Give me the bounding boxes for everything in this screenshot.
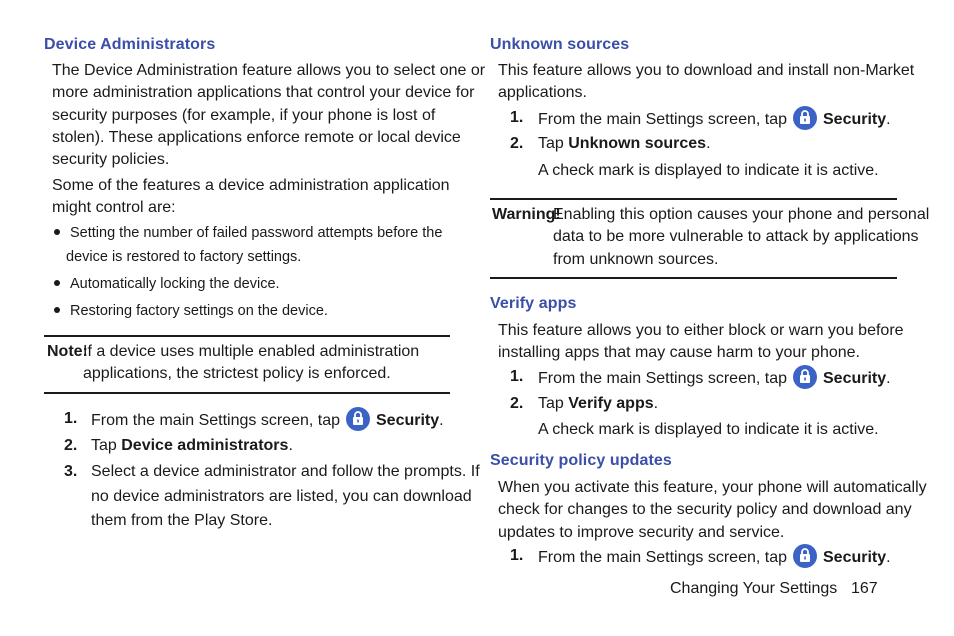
warning-text bbox=[553, 204, 929, 271]
features-line: might control are: bbox=[52, 199, 176, 217]
note-label: Note: bbox=[47, 343, 88, 360]
heading-unknown-sources: Unknown sources bbox=[490, 36, 630, 53]
step-number: 1. bbox=[64, 410, 78, 427]
heading-security-policy-updates: Security policy updates bbox=[490, 452, 672, 469]
page-number: 167 bbox=[851, 580, 878, 597]
intro-line: installing apps that may cause harm to your phone. bbox=[498, 344, 860, 362]
footer-section-title: Changing Your Settings bbox=[670, 580, 838, 597]
punct: . bbox=[439, 412, 444, 429]
intro-line: This feature allows you to download and install non-Market bbox=[498, 62, 915, 79]
heading-verify-apps: Verify apps bbox=[490, 295, 577, 312]
intro-line: When you activate this feature, your phone will automatically bbox=[498, 479, 927, 496]
punct: . bbox=[288, 437, 293, 454]
step-result: A check mark is displayed to indicate it is active. bbox=[538, 421, 879, 438]
features-line: Some of the features a device administration application bbox=[52, 177, 450, 194]
warning-line: from unknown sources. bbox=[553, 250, 719, 268]
intro-line: check for changes to the security policy and download any bbox=[498, 501, 912, 519]
bullet-item-continuation: device is restored to factory settings. bbox=[66, 249, 302, 265]
lock-icon bbox=[793, 365, 817, 389]
note-rule-top bbox=[44, 335, 450, 337]
security-label: Security bbox=[823, 549, 887, 566]
step-result: A check mark is displayed to indicate it is active. bbox=[538, 162, 879, 179]
punct: . bbox=[886, 549, 891, 566]
step-number: 2. bbox=[510, 135, 524, 152]
step-text: From the main Settings screen, tap bbox=[538, 549, 787, 566]
step-text: Tap bbox=[538, 395, 564, 412]
lock-icon bbox=[346, 407, 370, 431]
unknown-sources-label: Unknown sources bbox=[568, 135, 707, 152]
intro-line: security purposes (for example, if your phone is lost of bbox=[52, 106, 436, 124]
step-2 bbox=[538, 132, 711, 157]
note-line: If a device uses multiple enabled administration bbox=[83, 343, 420, 360]
step-1 bbox=[538, 544, 891, 571]
bullet-item: Setting the number of failed password attempts before the bbox=[70, 225, 443, 241]
step-2 bbox=[91, 434, 293, 459]
security-label: Security bbox=[376, 412, 440, 429]
device-administrators-label: Device administrators bbox=[121, 437, 289, 454]
step-number: 1. bbox=[510, 547, 524, 564]
step-text: Tap bbox=[538, 135, 564, 152]
unknown-sources-intro bbox=[498, 60, 914, 105]
heading-device-administrators: Device Administrators bbox=[44, 36, 216, 53]
step-1 bbox=[538, 365, 891, 392]
punct: . bbox=[886, 111, 891, 128]
step-line: Select a device administrator and follow the prompts. If bbox=[91, 463, 480, 480]
step-number: 2. bbox=[510, 395, 524, 412]
step-3 bbox=[91, 460, 480, 534]
verify-apps-label: Verify apps bbox=[568, 395, 654, 412]
device-admin-intro bbox=[52, 60, 485, 171]
punct: . bbox=[706, 135, 711, 152]
step-number: 2. bbox=[64, 437, 78, 454]
device-admin-features-intro bbox=[52, 175, 450, 220]
lock-icon bbox=[793, 106, 817, 130]
intro-line: This feature allows you to either block or warn you before bbox=[498, 322, 904, 339]
note-rule-bottom bbox=[44, 392, 450, 394]
step-line: them from the Play Store. bbox=[91, 512, 273, 529]
step-number: 1. bbox=[510, 109, 524, 126]
verify-apps-intro bbox=[498, 320, 904, 365]
step-number: 1. bbox=[510, 368, 524, 385]
warning-rule-bottom bbox=[490, 277, 897, 279]
bullet-item: Restoring factory settings on the device. bbox=[70, 303, 328, 319]
step-1 bbox=[91, 407, 444, 434]
step-number: 3. bbox=[64, 463, 78, 480]
bullet-item: Automatically locking the device. bbox=[70, 276, 280, 292]
punct: . bbox=[886, 370, 891, 387]
warning-rule-top bbox=[490, 198, 897, 200]
step-line: no device administrators are listed, you can download bbox=[91, 487, 472, 505]
note-line: applications, the strictest policy is enforced. bbox=[83, 365, 391, 383]
step-text: From the main Settings screen, tap bbox=[538, 111, 787, 128]
security-label: Security bbox=[823, 370, 887, 387]
intro-line: The Device Administration feature allows you to select one or bbox=[52, 62, 486, 79]
step-text: From the main Settings screen, tap bbox=[538, 370, 787, 387]
step-text: Tap bbox=[91, 437, 117, 454]
intro-line: more administration applications that control your device for bbox=[52, 84, 475, 102]
step-2 bbox=[538, 392, 658, 417]
punct: . bbox=[653, 395, 659, 412]
lock-icon bbox=[793, 544, 817, 568]
bullet-dot bbox=[54, 229, 60, 235]
warning-label: Warning! bbox=[492, 206, 561, 223]
warning-line: data to be more vulnerable to attack by applications bbox=[553, 228, 919, 246]
intro-line: updates to improve security and service. bbox=[498, 523, 785, 541]
warning-line: Enabling this option causes your phone and personal bbox=[553, 206, 930, 223]
security-label: Security bbox=[823, 111, 887, 128]
note-text bbox=[83, 341, 419, 386]
step-1 bbox=[538, 106, 891, 133]
bullet-dot bbox=[54, 307, 60, 313]
bullet-dot bbox=[54, 280, 60, 286]
step-text: From the main Settings screen, tap bbox=[91, 412, 340, 429]
security-policy-intro bbox=[498, 477, 927, 544]
intro-line: security policies. bbox=[52, 151, 170, 169]
intro-line: applications. bbox=[498, 84, 587, 102]
intro-line: stolen). These applications enforce remote or local device bbox=[52, 128, 461, 146]
